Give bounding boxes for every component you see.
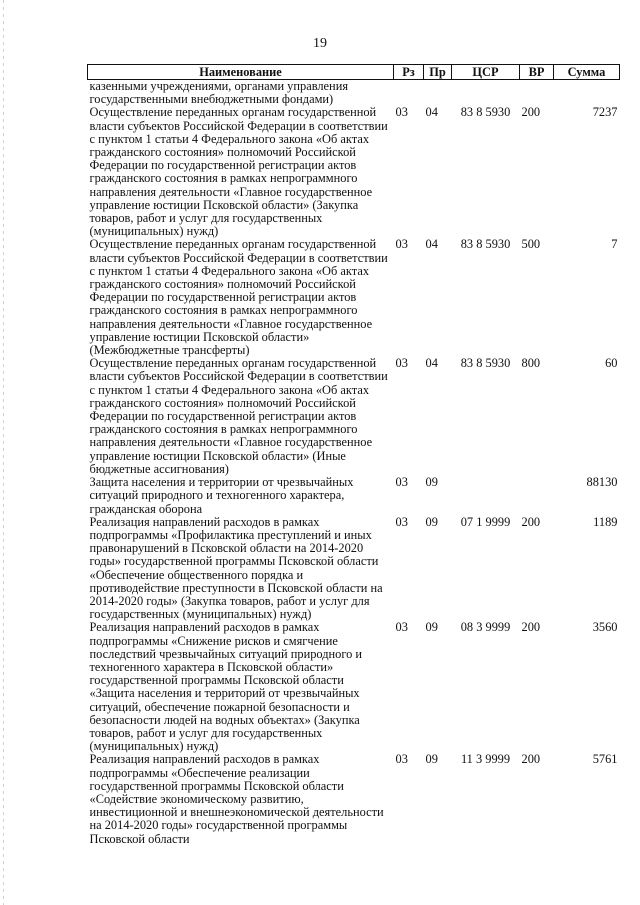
row-pr: 09	[425, 514, 438, 529]
header-vr: ВР	[520, 65, 554, 80]
row-rz: 03	[395, 105, 408, 120]
row-rz	[394, 80, 424, 107]
row-pr: 04	[425, 105, 438, 120]
row-rz: 03	[395, 514, 408, 529]
row-csr: 11 3 9999	[460, 752, 511, 767]
table-row	[88, 621, 620, 753]
row-name: Защита населения и территории от чрезвычайных ситуаций природного и техногенного характера, гражданская оборона	[89, 475, 354, 516]
row-pr: 09	[425, 620, 438, 635]
row-csr	[452, 476, 520, 516]
row-csr: 83 8 5930	[460, 356, 511, 371]
row-sum: 5761	[592, 752, 618, 767]
row-name: Реализация направлений расходов в рамках подпрограммы «Обеспечение реализации государственной программы Псковской области «Содействие экономическому развитию, инвестиционной и внешнеэкономической деятельности на 2014-2020 годы» государственной программы Псковской области	[89, 752, 384, 846]
row-rz: 03	[395, 620, 408, 635]
page-number: 19	[313, 36, 327, 51]
row-vr: 200	[521, 752, 541, 767]
row-name: Осуществление переданных органам государственной власти субъектов Российской Федерации в соответствии с пунктом 1 статьи 4 Федерального закона «Об актах гражданского состояния» полномочий Российской Федерации по государственной регистрации актов гражданского состояния в рамках непрограммного направления деятельности «Главное государственное управление юстиции Псковской области» (Межбюджетные трансферты)	[89, 237, 388, 358]
table-row	[88, 753, 620, 845]
table-row	[88, 238, 620, 357]
row-vr	[520, 80, 554, 107]
scan-edge	[3, 0, 4, 905]
row-name: Реализация направлений расходов в рамках подпрограммы «Снижение рисков и смягчение последствий чрезвычайных ситуаций природного и техногенного характера в Псковской области» государственной программы Псковской области «Защита населения и территорий от чрезвычайных ситуаций, обеспечение пожарной безопасности и безопасности людей на водных объектах» (Закупка товаров, работ и услуг для государственных (муниципальных) нужд)	[89, 620, 363, 754]
row-csr: 83 8 5930	[460, 105, 511, 120]
row-rz: 03	[395, 475, 408, 490]
header-sum: Сумма	[554, 65, 620, 80]
row-name: Осуществление переданных органам государственной власти субъектов Российской Федерации в соответствии с пунктом 1 статьи 4 Федерального закона «Об актах гражданского состояния» полномочий Российской Федерации по государственной регистрации актов гражданского состояния в рамках непрограммного направления деятельности «Главное государственное управление юстиции Псковской области» (Закупка товаров, работ и услуг для государственных (муниципальных) нужд)	[89, 105, 388, 239]
row-sum: 7237	[592, 105, 618, 120]
table-row	[88, 357, 620, 476]
row-sum: 3560	[592, 620, 618, 635]
header-csr: ЦСР	[452, 65, 520, 80]
row-rz: 03	[395, 356, 408, 371]
row-sum: 1189	[593, 514, 618, 529]
table-row	[88, 476, 620, 516]
row-vr: 200	[521, 105, 541, 120]
row-vr	[520, 476, 554, 516]
budget-table	[87, 64, 620, 846]
row-rz: 03	[395, 237, 408, 252]
row-csr: 08 3 9999	[460, 620, 511, 635]
header-pr: Пр	[424, 65, 452, 80]
row-rz: 03	[395, 752, 408, 767]
header-rz: Рз	[394, 65, 424, 80]
table-row	[88, 106, 620, 238]
row-vr: 800	[521, 356, 541, 371]
row-vr: 200	[521, 514, 541, 529]
row-sum: 7	[611, 237, 618, 252]
row-pr: 09	[425, 752, 438, 767]
row-name: казенными учреждениями, органами управления государственными внебюджетными фондами)	[89, 79, 349, 107]
table-row	[88, 80, 620, 107]
row-csr	[452, 80, 520, 107]
row-sum: 60	[605, 356, 618, 371]
header-name: Наименование	[88, 65, 394, 80]
row-vr: 200	[521, 620, 541, 635]
row-csr: 83 8 5930	[460, 237, 511, 252]
row-pr	[424, 80, 452, 107]
row-vr: 500	[521, 237, 541, 252]
row-sum	[554, 80, 620, 107]
row-pr: 04	[425, 356, 438, 371]
row-name: Реализация направлений расходов в рамках подпрограммы «Профилактика преступлений и иных правонарушений в Псковской области на 2014-2020 годы» государственной программы Псковской области «Обеспечение общественного порядка и противодействие преступности в Псковской области на 2014-2020 годы» (Закупка товаров, работ и услуг для государственных (муниципальных) нужд)	[89, 514, 383, 622]
row-csr: 07 1 9999	[460, 514, 511, 529]
row-sum: 88130	[586, 475, 618, 490]
table-header	[88, 65, 620, 80]
table-row	[88, 516, 620, 622]
row-name: Осуществление переданных органам государственной власти субъектов Российской Федерации в соответствии с пунктом 1 статьи 4 Федерального закона «Об актах гражданского состояния» полномочий Российской Федерации по государственной регистрации актов гражданского состояния в рамках непрограммного направления деятельности «Главное государственное управление юстиции Псковской области» (Иные бюджетные ассигнования)	[89, 356, 388, 476]
row-pr: 09	[425, 475, 438, 490]
row-pr: 04	[425, 237, 438, 252]
